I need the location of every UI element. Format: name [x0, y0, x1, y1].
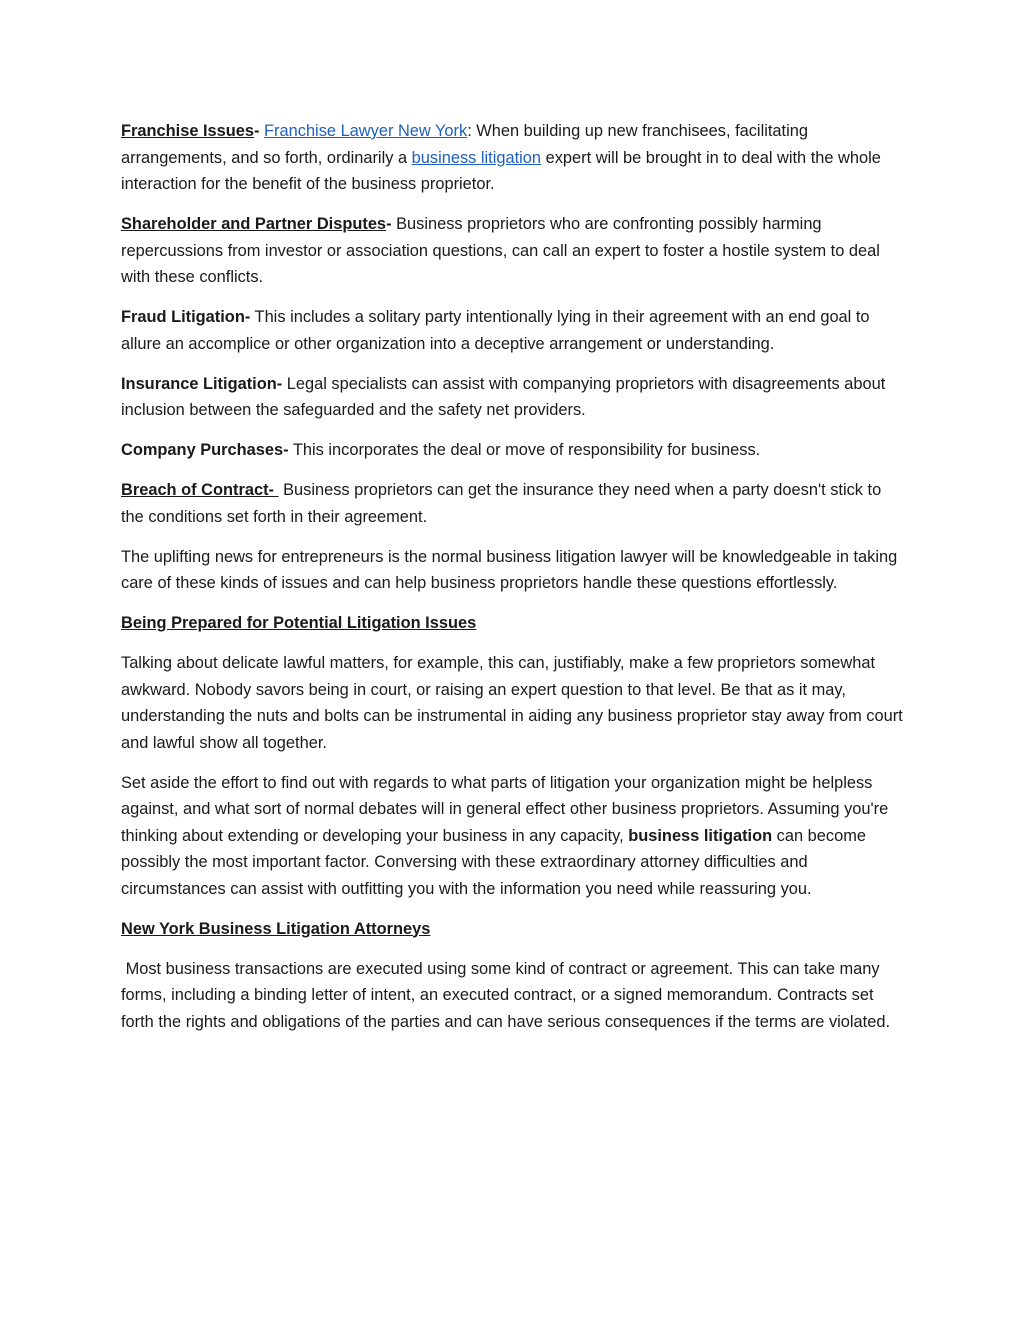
paragraph-text: expert will be brought in to deal with the whole interaction for the benefit of the business proprietor. [121, 148, 881, 193]
paragraph-talking-about: Talking about delicate lawful matters, for example, this can, justifiably, make a few proprietors somewhat awkward. Nobody savors being in court, or raising an expert question to that level. Be that as it may, understanding the nuts and bolts can be instrumental in aiding any business proprietor stay away from court and lawful show all together. [121, 654, 903, 752]
paragraph-text: : When building up new franchisees, facilitating arrangements, and so forth, ordinarily a [121, 122, 808, 167]
heading-company-purchases: Company Purchases- [121, 441, 289, 459]
paragraph-most-business-transactions: Most business transactions are executed using some kind of contract or agreement. This can take many forms, including a binding letter of intent, an executed contract, or a signed memorandum. Contracts set forth the rights and obligations of the parties and can have serious consequences if the terms are violated. [121, 959, 890, 1031]
paragraph-text: This incorporates the deal or move of responsibility for business. [288, 441, 761, 459]
heading-fraud-litigation: Fraud Litigation- [121, 308, 251, 326]
heading-insurance-litigation: Insurance Litigation- [121, 374, 283, 393]
paragraph-franchise-issues [121, 118, 906, 198]
paragraph-text: Business proprietors can get the insurance they need when a party doesn't stick to the conditions set forth in their agreement. [121, 481, 882, 526]
heading-dash: - [254, 122, 260, 140]
paragraph-breach-of-contract [121, 477, 906, 530]
heading-franchise-issues: Franchise Issues [121, 122, 255, 140]
paragraph-text: This includes a solitary party intentionally lying in their agreement with an end goal to allure an accomplice or other organization into a deceptive arrangement or understanding. [121, 308, 870, 353]
heading-shareholder-disputes: Shareholder and Partner Disputes [121, 215, 387, 233]
heading-breach-of-contract: Breach of Contract- [121, 481, 279, 499]
paragraph-text: Business proprietors who are confronting possibly harming repercussions from investor or association questions, can call an expert to foster a hostile system to deal with these conflicts. [121, 215, 880, 286]
paragraph-shareholder-disputes [121, 211, 906, 291]
link-franchise-lawyer-new-york[interactable]: Franchise Lawyer New York [264, 122, 468, 140]
paragraph-text: Set aside the effort to find out with regards to what parts of litigation your organization might be helpless against, and what sort of normal debates will in general effect other business proprietors. Assuming you're thinking about extending or developing your business in any capacity, [121, 773, 889, 845]
paragraph-insurance-litigation [121, 371, 906, 424]
paragraph-text: can become possibly the most important factor. Conversing with these extraordinary attorney difficulties and circumstances can assist with outfitting you with the information you need while reassuring you. [121, 826, 866, 898]
section-heading-being-prepared: Being Prepared for Potential Litigation Issues [121, 614, 477, 632]
paragraph-fraud-litigation [121, 304, 906, 357]
paragraph-uplifting-news: The uplifting news for entrepreneurs is the normal business litigation lawyer will be knowledgeable in taking care of these kinds of issues and can help business proprietors handle these questions effortlessly. [121, 547, 898, 592]
heading-dash: - [386, 215, 392, 233]
document-body [121, 118, 906, 1049]
paragraph-company-purchases [121, 437, 906, 464]
link-business-litigation[interactable]: business litigation [411, 148, 542, 167]
paragraph-text: Legal specialists can assist with companying proprietors with disagreements about inclusion between the safeguarded and the safety net providers. [121, 374, 886, 419]
bold-business-litigation: business litigation [628, 826, 773, 845]
paragraph-set-aside [121, 770, 906, 903]
section-heading-new-york-attorneys: New York Business Litigation Attorneys [121, 919, 431, 938]
